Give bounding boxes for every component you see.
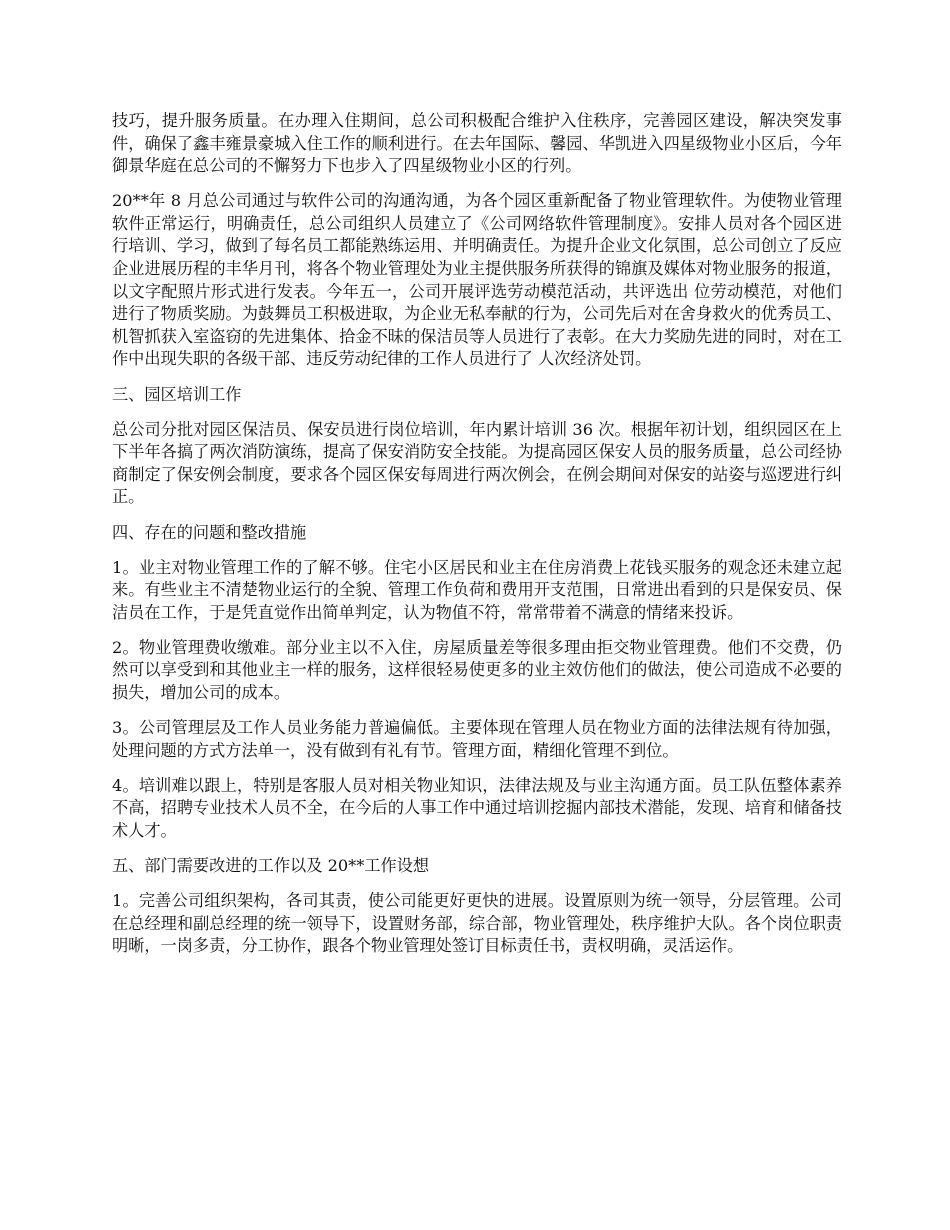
paragraph-problem-4: 4。培训难以跟上，特别是客服人员对相关物业知识，法律法规及与业主沟通方面。员工队伍整体素养不高，招聘专业技术人员不全，在今后的人事工作中通过培训挖掘内部技术潜能，发现、培育和储备技术人才。 — [112, 775, 842, 841]
document-body — [112, 110, 842, 971]
paragraph-problem-2: 2。物业管理费收缴难。部分业主以不入住，房屋质量差等很多理由拒交物业管理费。他们不交费，仍然可以享受到和其他业主一样的服务，这样很轻易使更多的业主效仿他们的做法，使公司造成不必要的损失，增加公司的成本。 — [112, 637, 842, 703]
paragraph-problem-1: 1。业主对物业管理工作的了解不够。住宅小区居民和业主在住房消费上花钱买服务的观念还未建立起来。有些业主不清楚物业运行的全貌、管理工作负荷和费用开支范围，日常进出看到的只是保安员、保洁员在工作，于是凭直觉作出简单判定，认为物值不符，常常带着不满意的情绪来投诉。 — [112, 557, 842, 622]
section-heading-improvements: 五、部门需要改进的工作以及 20**工作设想 — [112, 856, 430, 876]
paragraph-problem-3: 3。公司管理层及工作人员业务能力普遍偏低。主要体现在管理人员在物业方面的法律法规有待加强，处理问题的方式方法单一，没有做到有礼有节。管理方面，精细化管理不到位。 — [112, 718, 842, 760]
section-heading-training: 三、园区培训工作 — [112, 384, 242, 404]
paragraph-intro-continuation: 技巧，提升服务质量。在办理入住期间，总公司积极配合维护入住秩序，完善园区建设，解决突发事件，确保了鑫丰雍景豪城入住工作的顺利进行。在去年国际、馨园、华凯进入四星级物业小区后，今年御景华庭在总公司的不懈努力下也步入了四星级物业小区的行列。 — [112, 111, 842, 176]
paragraph-software-and-culture: 20**年 8 月总公司通过与软件公司的沟通沟通，为各个园区重新配备了物业管理软件。为使物业管理软件正常运行，明确责任，总公司组织人员建立了《公司网络软件管理制度》。安排人员对各个园区进行培训、学习，做到了每名员工都能熟练运用、并明确责任。为提升企业文化氛围，总公司创立了反应企业进展历程的丰华月刊，将各个物业管理处为业主提供服务所获得的锦旗及媒体对物业服务的报道，以文字配照片形式进行发表。今年五一，公司开展评选劳动模范活动，共评选出 位劳动模范，对他们进行了物质奖励。为鼓舞员工积极进取，为企业无私奉献的行为，公司先后对在舍身救火的优秀员工、机智抓获入室盗窃的先进集体、拾金不昧的保洁员等人员进行了表彰。在大力奖励先进的同时，对在工作中出现失职的各级干部、违反劳动纪律的工作人员进行了 人次经济处罚。 — [112, 191, 842, 369]
section-heading-problems: 四、存在的问题和整改措施 — [112, 522, 307, 542]
paragraph-improvement-1: 1。完善公司组织架构，各司其责，使公司能更好更快的进展。设置原则为统一领导，分层管理。公司在总经理和副总经理的统一领导下，设置财务部，综合部，物业管理处，秩序维护大队。各个岗位职责明晰，一岗多责，分工协作，跟各个物业管理处签订目标责任书，责权明确，灵活运作。 — [112, 891, 842, 956]
paragraph-training: 总公司分批对园区保洁员、保安员进行岗位培训，年内累计培训 36 次。根据年初计划，组织园区在上下半年各搞了两次消防演练，提高了保安消防安全技能。为提高园区保安人员的服务质量，总公司经协商制定了保安例会制度，要求各个园区保安每周进行两次例会，在例会期间对保安的站姿与巡逻进行纠正。 — [112, 419, 842, 507]
